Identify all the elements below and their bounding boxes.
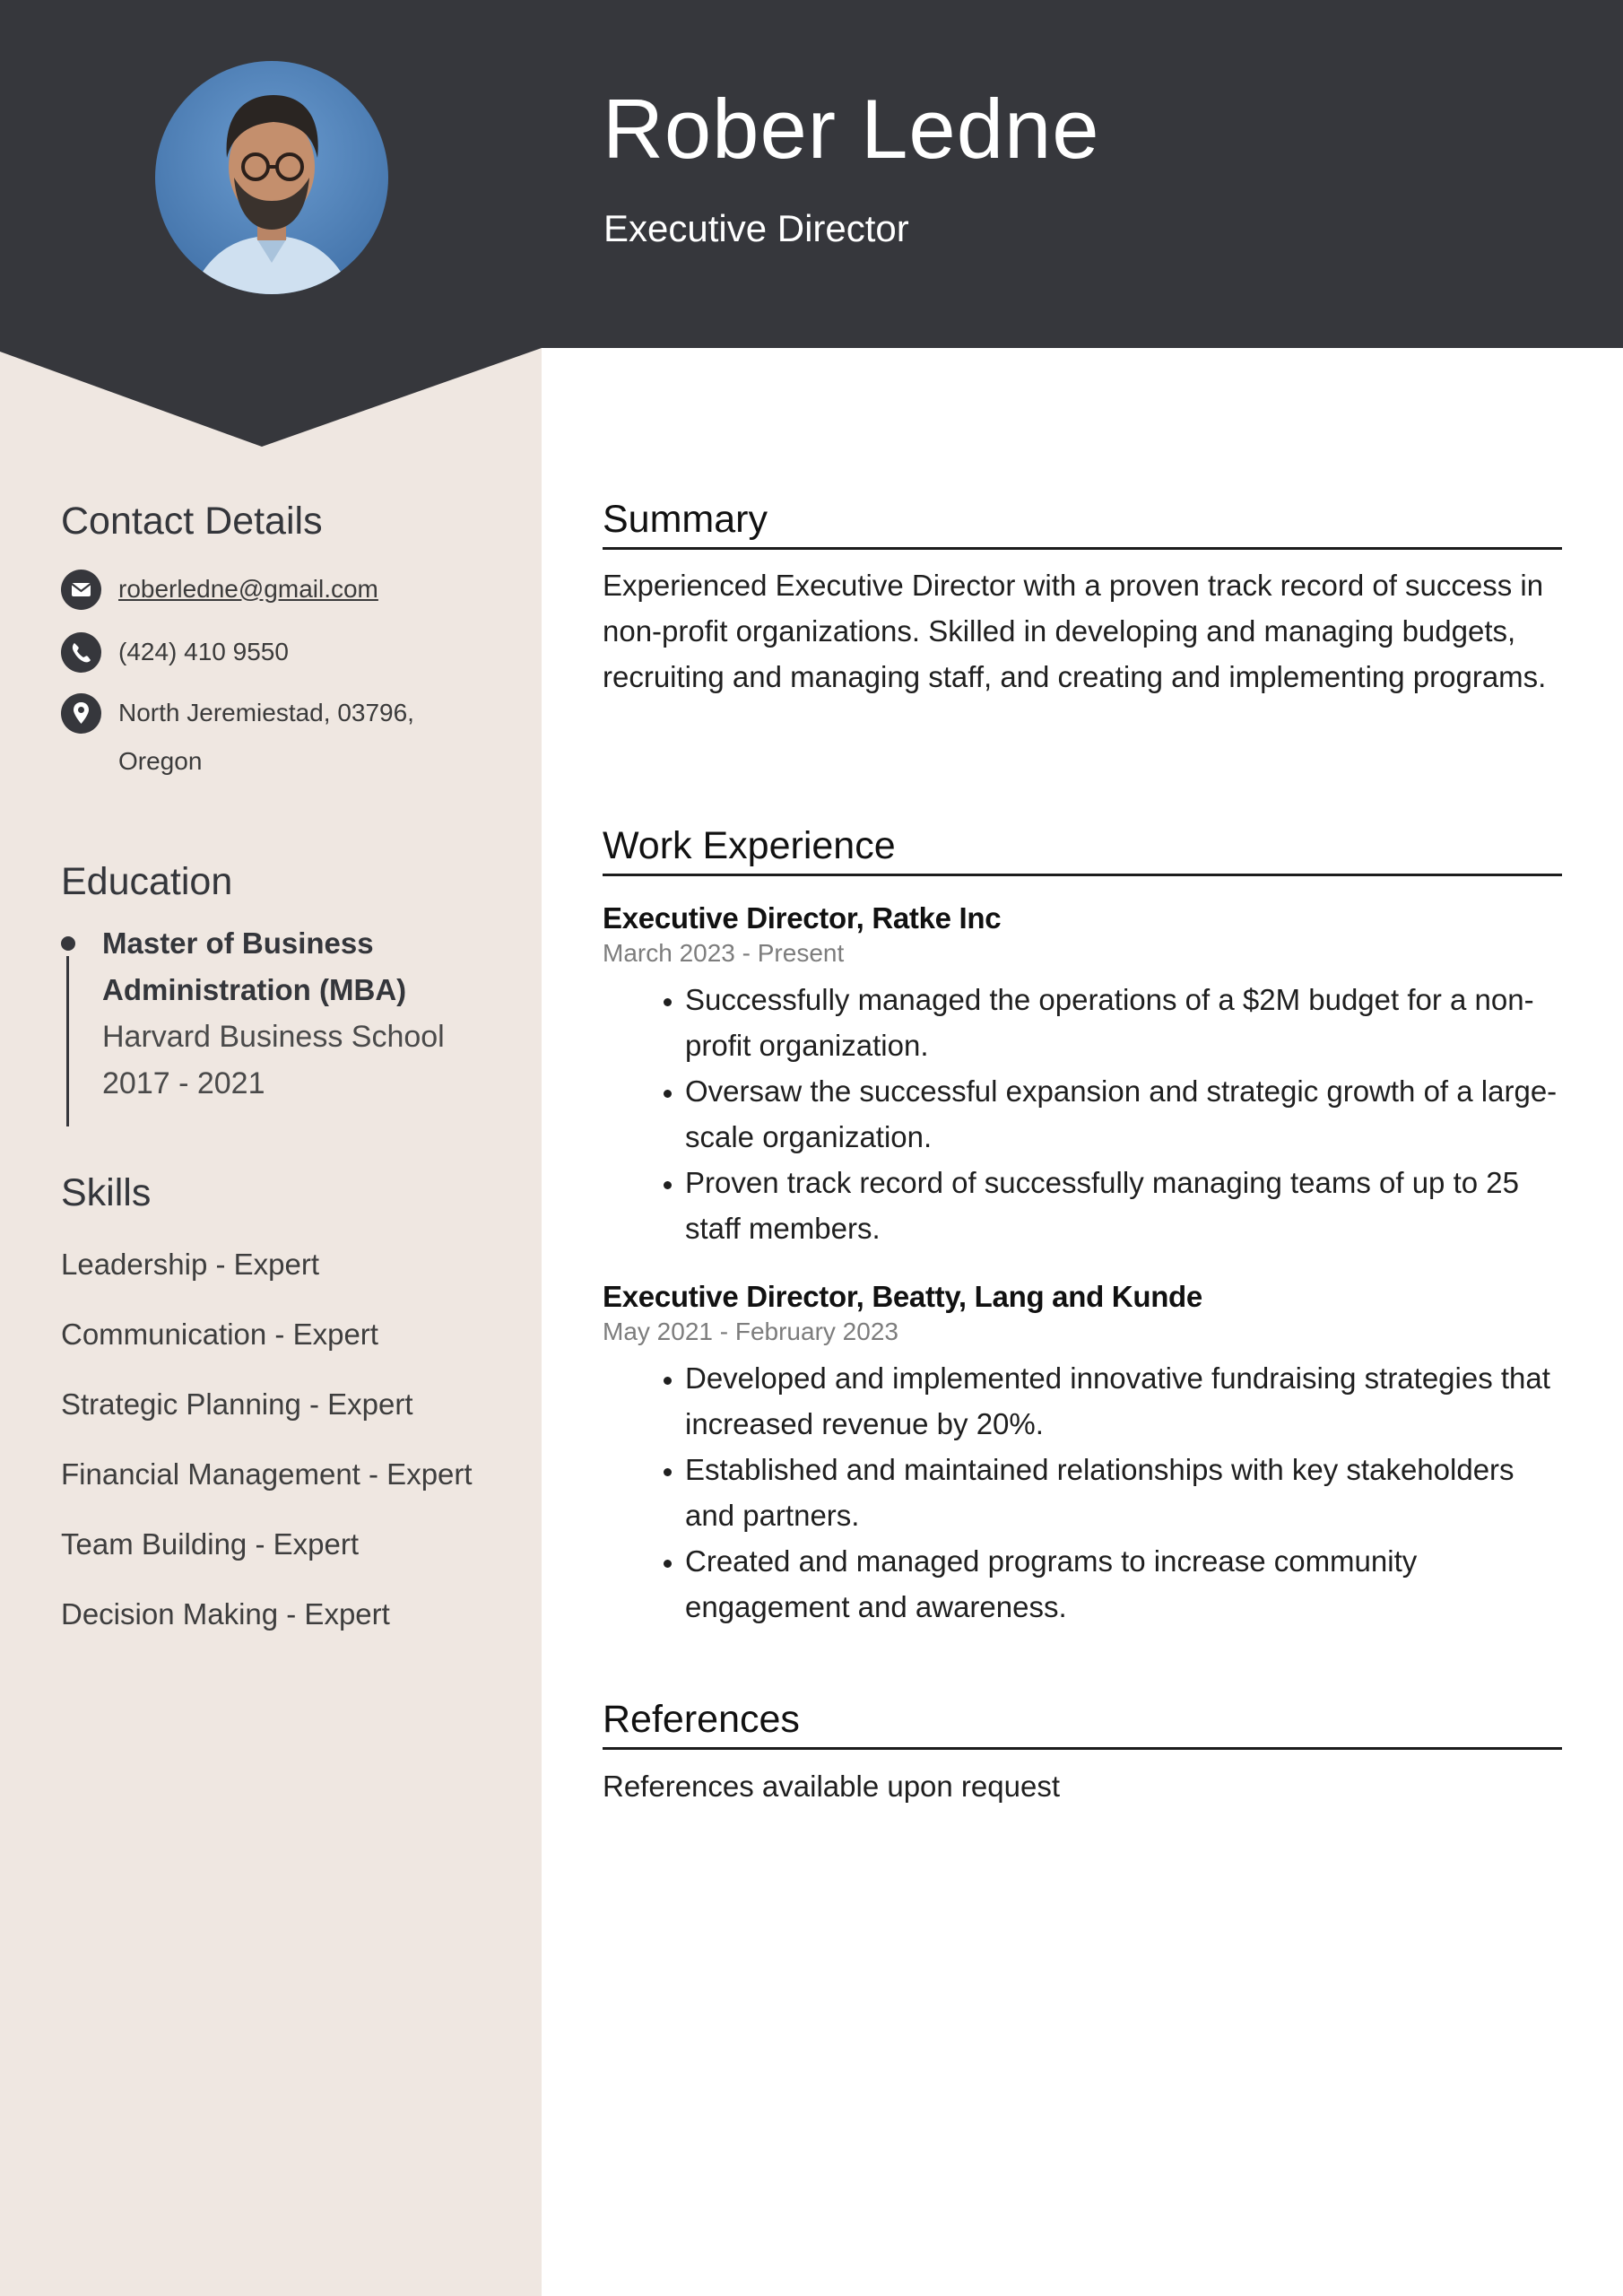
references-heading: References (603, 1697, 1562, 1750)
job-title: Executive Director, Beatty, Lang and Kunde (603, 1279, 1202, 1313)
degree-line-2: Administration (MBA) (102, 972, 407, 1006)
education-years: 2017 - 2021 (102, 1065, 265, 1100)
skills-heading: Skills (61, 1171, 152, 1214)
work-experience-heading: Work Experience (603, 823, 1562, 876)
candidate-title: Executive Director (603, 207, 909, 249)
job-bullet: • Successfully managed the operations of a $2M budget for a non-profit organization. (685, 977, 1562, 1068)
summary-heading: Summary (603, 497, 1562, 550)
address-line-2: Oregon (118, 746, 203, 775)
timeline-dot (61, 936, 75, 951)
skills-section (61, 1170, 491, 1649)
job-bullet: • Established and maintained relationships with key stakeholders and partners. (685, 1447, 1562, 1538)
email-link[interactable]: roberledne@gmail.com (118, 574, 378, 603)
job-dates: May 2021 - February 2023 (603, 1317, 898, 1345)
job-bullets (603, 977, 1562, 1251)
references-section (603, 1697, 1562, 1809)
references-text: References available upon request (603, 1769, 1061, 1803)
skills-list (61, 1230, 491, 1649)
skill-item: Strategic Planning - Expert (61, 1387, 413, 1421)
education-item (61, 920, 491, 1107)
phone-number: (424) 410 9550 (118, 637, 289, 665)
profile-photo (155, 61, 388, 294)
degree (102, 920, 491, 1013)
job-bullets (603, 1355, 1562, 1630)
education-section (61, 859, 491, 1107)
skill-item: Communication - Expert (61, 1317, 378, 1351)
job-bullet: • Proven track record of successfully managing teams of up to 25 staff members. (685, 1160, 1562, 1251)
education-heading: Education (61, 860, 233, 903)
summary-text: Experienced Executive Director with a proven track record of success in non-profit organizations. Skilled in developing and managing budgets, recruiting and managing staff, and creating and implementing programs. (603, 568, 1547, 693)
job-dates: March 2023 - Present (603, 938, 845, 967)
work-experience-section (603, 823, 1562, 1630)
summary-section (603, 497, 1562, 700)
envelope-icon (61, 570, 101, 610)
skill-item: Decision Making - Expert (61, 1596, 390, 1631)
skill-item: Team Building - Expert (61, 1526, 359, 1561)
school-name: Harvard Business School (102, 1019, 445, 1054)
contact-address-row (61, 689, 491, 786)
job-title: Executive Director, Ratke Inc (603, 900, 1002, 935)
location-pin-icon (61, 693, 101, 734)
contact-heading: Contact Details (61, 500, 323, 543)
timeline-line (66, 956, 69, 1126)
avatar (155, 61, 388, 294)
job-bullet: • Developed and implemented innovative fundraising strategies that increased revenue by 20%. (685, 1355, 1562, 1447)
address-line-1: North Jeremiestad, 03796, (118, 698, 414, 726)
contact-section (61, 499, 491, 786)
job-entry (603, 900, 1562, 1251)
job-bullet: • Oversaw the successful expansion and strategic growth of a large-scale organization. (685, 1068, 1562, 1160)
job-bullet: • Created and managed programs to increase community engagement and awareness. (685, 1538, 1562, 1630)
job-entry (603, 1278, 1562, 1630)
skill-item: Financial Management - Expert (61, 1457, 473, 1491)
degree-line-1: Master of Business (102, 926, 374, 960)
contact-email-row (61, 565, 491, 613)
candidate-name: Rober Ledne (603, 82, 1100, 176)
contact-phone-row (61, 628, 491, 676)
phone-icon (61, 632, 101, 673)
skill-item: Leadership - Expert (61, 1247, 319, 1281)
